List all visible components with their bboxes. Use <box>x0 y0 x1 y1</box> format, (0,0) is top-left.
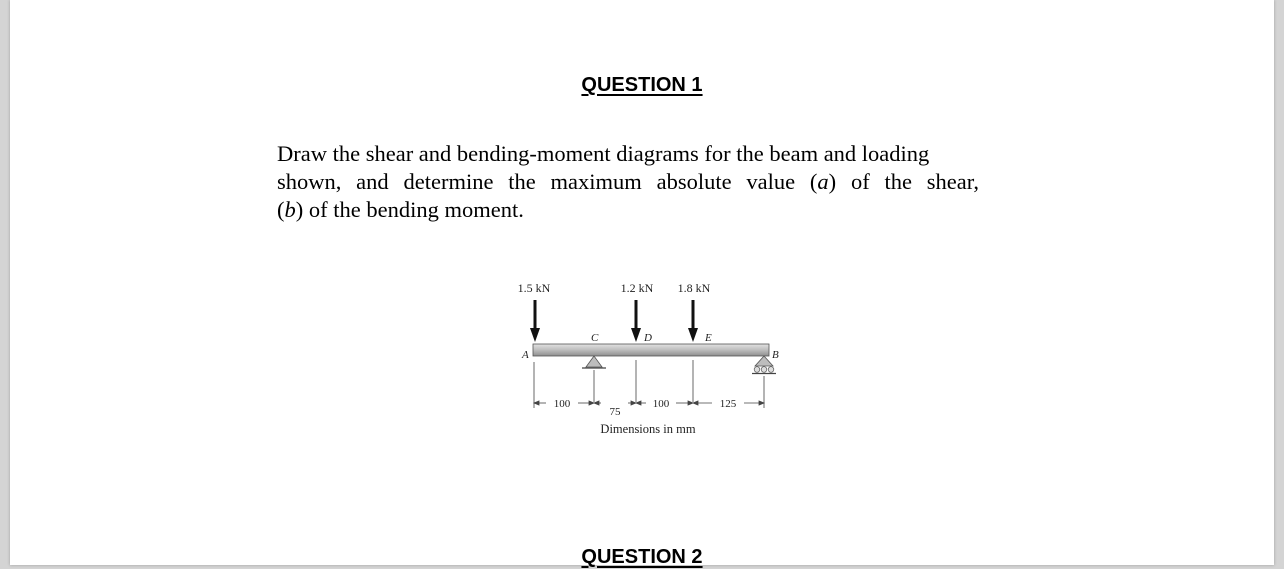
question-2-title: QUESTION 2 <box>581 546 703 568</box>
question-1-title: QUESTION 1 <box>581 74 703 96</box>
question-2-heading <box>0 546 1284 569</box>
problem-label-a: a <box>817 169 829 194</box>
load-arrow-d <box>631 300 641 342</box>
point-label-e: E <box>705 332 712 344</box>
load-label-e: 1.8 kN <box>677 281 711 295</box>
problem-line-2-part-c: ) of the shear, <box>828 169 979 194</box>
beam <box>533 344 769 356</box>
question-1-heading <box>0 74 1284 97</box>
problem-line-1: Draw the shear and bending-moment diagrams for the beam and loading <box>277 141 930 166</box>
point-label-b: B <box>772 349 779 361</box>
problem-line-2 <box>277 168 979 196</box>
dimension-cd: 75 <box>609 406 621 418</box>
problem-line-3-part-c: ) of the bending moment. <box>295 197 524 222</box>
dimension-de: 100 <box>652 398 670 410</box>
point-label-d: D <box>644 332 652 344</box>
point-label-c: C <box>591 332 599 344</box>
problem-line-3 <box>277 196 979 224</box>
pin-support-c <box>582 356 606 368</box>
figure-caption: Dimensions in mm <box>600 422 696 436</box>
problem-line-2-part-a: shown, and determine the maximum absolute value ( <box>277 169 818 194</box>
dimension-eb: 125 <box>719 398 737 410</box>
load-arrow-e <box>688 300 698 342</box>
problem-line-3-part-a: ( <box>277 197 285 222</box>
load-label-a: 1.5 kN <box>517 281 551 295</box>
dimension-ac: 100 <box>553 398 571 410</box>
question-1-problem-text <box>277 140 979 224</box>
load-label-d: 1.2 kN <box>620 281 654 295</box>
load-arrow-a <box>530 300 540 342</box>
point-label-a: A <box>522 349 529 361</box>
problem-label-b: b <box>284 197 296 222</box>
beam-diagram <box>500 270 800 450</box>
